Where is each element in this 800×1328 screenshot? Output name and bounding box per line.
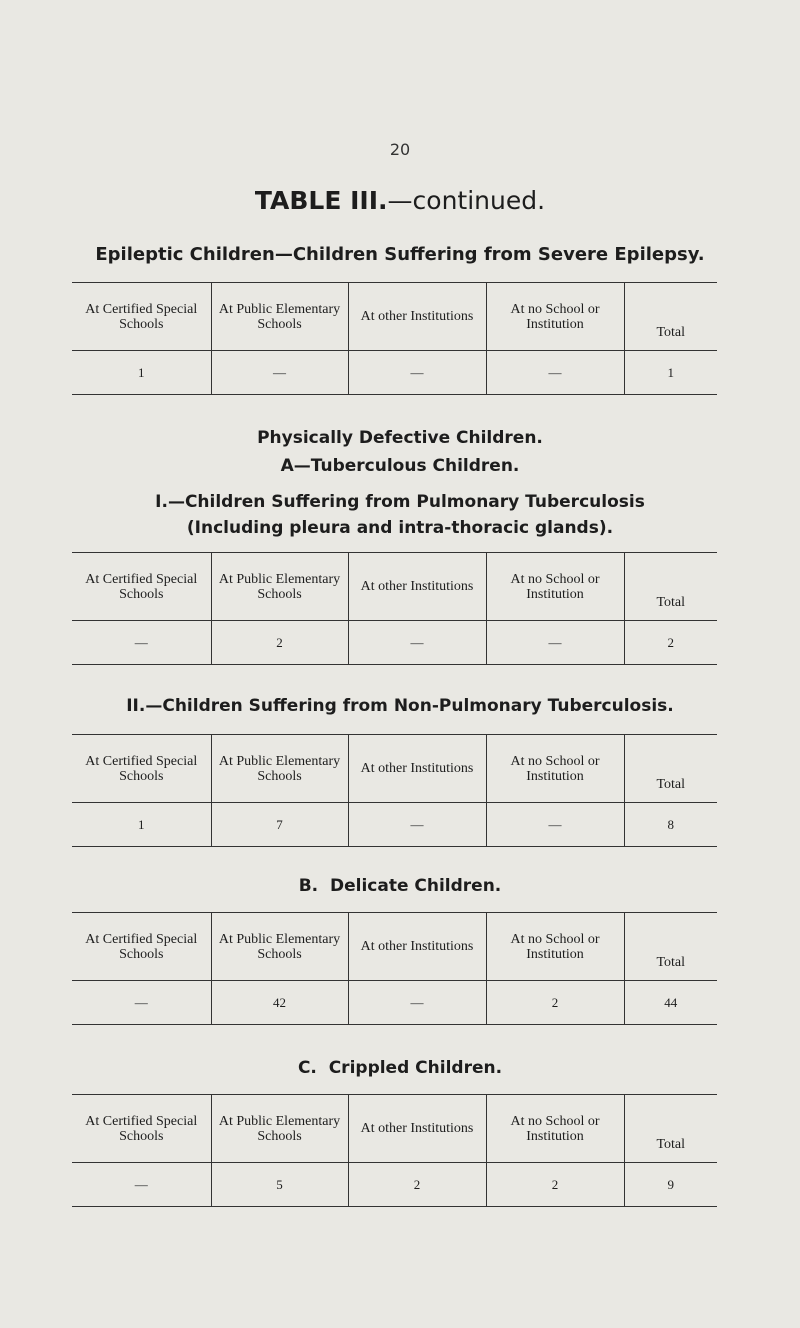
col-header-total: Total bbox=[624, 913, 717, 981]
value-no-school: 2 bbox=[486, 1163, 624, 1207]
col-header-public: At Public Elementary Schools bbox=[211, 283, 348, 351]
physically-defective-heading: Physically Defective Children. bbox=[257, 428, 543, 448]
value-row bbox=[72, 621, 717, 665]
col-header-other: At other Institutions bbox=[348, 1095, 486, 1163]
non-pulmonary-heading: II.—Children Suffering from Non-Pulmonary Tuberculosis. bbox=[126, 696, 674, 716]
value-no-school: 2 bbox=[486, 981, 624, 1025]
col-header-no-school: At no School or Institution bbox=[486, 1095, 624, 1163]
value-total: 2 bbox=[624, 621, 717, 665]
value-other: — bbox=[348, 981, 486, 1025]
col-header-other: At other Institutions bbox=[348, 553, 486, 621]
col-header-certified: At Certified Special Schools bbox=[72, 283, 211, 351]
crippled-table bbox=[72, 1094, 717, 1207]
value-total: 9 bbox=[624, 1163, 717, 1207]
value-total: 1 bbox=[624, 351, 717, 395]
col-header-public: At Public Elementary Schools bbox=[211, 1095, 348, 1163]
col-header-other: At other Institutions bbox=[348, 283, 486, 351]
col-header-no-school: At no School or Institution bbox=[486, 913, 624, 981]
col-header-certified: At Certified Special Schools bbox=[72, 1095, 211, 1163]
col-header-no-school: At no School or Institution bbox=[486, 553, 624, 621]
col-header-total: Total bbox=[624, 283, 717, 351]
col-header-certified: At Certified Special Schools bbox=[72, 553, 211, 621]
value-certified: 1 bbox=[72, 803, 211, 847]
col-header-total: Total bbox=[624, 1095, 717, 1163]
header-row bbox=[72, 735, 717, 803]
table-title-number: TABLE III. bbox=[254, 186, 388, 215]
col-header-total: Total bbox=[624, 735, 717, 803]
col-header-certified: At Certified Special Schools bbox=[72, 913, 211, 981]
col-header-other: At other Institutions bbox=[348, 913, 486, 981]
col-header-public: At Public Elementary Schools bbox=[211, 553, 348, 621]
page-number: 20 bbox=[389, 140, 411, 159]
value-total: 44 bbox=[624, 981, 717, 1025]
value-public: 7 bbox=[211, 803, 348, 847]
value-public: 2 bbox=[211, 621, 348, 665]
value-total: 8 bbox=[624, 803, 717, 847]
value-row bbox=[72, 803, 717, 847]
pulmonary-heading: I.—Children Suffering from Pulmonary Tuberculosis bbox=[155, 492, 645, 512]
value-other: — bbox=[348, 621, 486, 665]
header-row bbox=[72, 913, 717, 981]
header-row bbox=[72, 1095, 717, 1163]
header-row bbox=[72, 283, 717, 351]
col-header-certified: At Certified Special Schools bbox=[72, 735, 211, 803]
delicate-table bbox=[72, 912, 717, 1025]
col-header-no-school: At no School or Institution bbox=[486, 735, 624, 803]
value-certified: — bbox=[72, 1163, 211, 1207]
value-row bbox=[72, 1163, 717, 1207]
col-header-no-school: At no School or Institution bbox=[486, 283, 624, 351]
value-certified: — bbox=[72, 981, 211, 1025]
pulmonary-subheading: (Including pleura and intra-thoracic glands). bbox=[186, 518, 614, 538]
col-header-public: At Public Elementary Schools bbox=[211, 735, 348, 803]
value-other: 2 bbox=[348, 1163, 486, 1207]
value-other: — bbox=[348, 803, 486, 847]
table-title bbox=[0, 186, 800, 215]
crippled-heading: C. Crippled Children. bbox=[297, 1058, 503, 1078]
value-row bbox=[72, 351, 717, 395]
value-certified: — bbox=[72, 621, 211, 665]
col-header-total: Total bbox=[624, 553, 717, 621]
epileptic-heading: Epileptic Children—Children Suffering from Severe Epilepsy. bbox=[95, 244, 705, 265]
value-row bbox=[72, 981, 717, 1025]
delicate-heading: B. Delicate Children. bbox=[298, 876, 502, 896]
value-no-school: — bbox=[486, 803, 624, 847]
epileptic-table bbox=[72, 282, 717, 395]
col-header-other: At other Institutions bbox=[348, 735, 486, 803]
header-row bbox=[72, 553, 717, 621]
value-no-school: — bbox=[486, 351, 624, 395]
value-public: — bbox=[211, 351, 348, 395]
value-public: 42 bbox=[211, 981, 348, 1025]
value-other: — bbox=[348, 351, 486, 395]
tuberculous-heading: A—Tuberculous Children. bbox=[280, 456, 520, 476]
pulmonary-table bbox=[72, 552, 717, 665]
value-certified: 1 bbox=[72, 351, 211, 395]
non-pulmonary-table bbox=[72, 734, 717, 847]
value-public: 5 bbox=[211, 1163, 348, 1207]
col-header-public: At Public Elementary Schools bbox=[211, 913, 348, 981]
value-no-school: — bbox=[486, 621, 624, 665]
table-title-suffix: —continued. bbox=[387, 186, 546, 215]
